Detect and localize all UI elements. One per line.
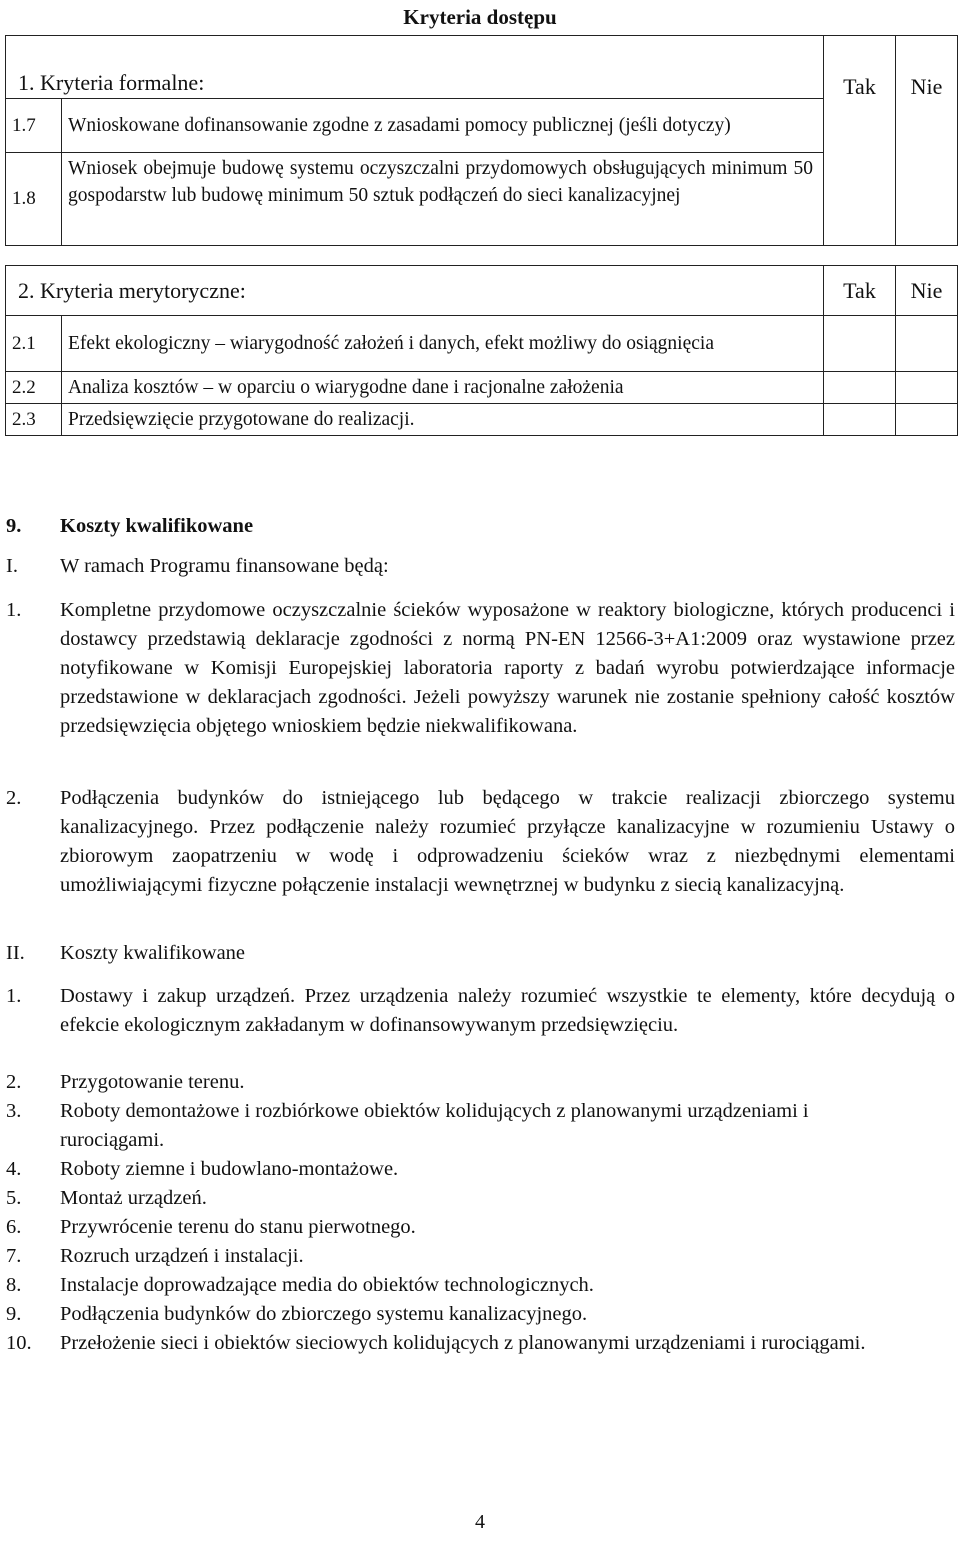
criterion-text: Analiza kosztów – w oparciu o wiarygodne dane i racjonalne założenia xyxy=(62,372,824,404)
formal-criteria-heading: 1. Kryteria formalne: xyxy=(6,36,824,99)
part-title: W ramach Programu finansowane będą: xyxy=(60,555,389,577)
part-title: Koszty kwalifikowane xyxy=(60,942,246,964)
list-item-text: Roboty demontażowe i rozbiórkowe obiektów kolidujących z planowanymi urządzeniami i rurociągami. xyxy=(60,1100,809,1151)
doc-title: Kryteria dostępu xyxy=(403,5,557,29)
criterion-number: 1.7 xyxy=(6,99,62,153)
criterion-number: 2.3 xyxy=(6,404,62,436)
list-item-number: 5. xyxy=(6,1187,22,1209)
criterion-number: 1.8 xyxy=(6,153,62,246)
list-item-number: 10. xyxy=(6,1332,32,1354)
list-item-text: Przywrócenie terenu do stanu pierwotnego. xyxy=(60,1216,416,1238)
list-item-number: 6. xyxy=(6,1216,22,1238)
list-item-number: 9. xyxy=(6,1303,22,1325)
list-item-number: 1. xyxy=(6,985,22,1007)
part-marker: I. xyxy=(6,555,18,577)
list-item-text: Rozruch urządzeń i instalacji. xyxy=(60,1245,304,1267)
formal-no-column-header: Nie xyxy=(896,36,958,246)
list-item-text: Kompletne przydomowe oczyszczalnie ścieków wyposażone w reaktory biologiczne, których producenci i dostawcy przedstawią deklaracje zgodności z normą PN-EN 12566-3+A1:2009 oraz wystawione przez notyfikowane w Komisji Europejskiej laboratoria raporty z badań wyrobu potwierdzające informacje przedstawione w deklaracjach zgodności. Jeżeli powyższy warunek nie zostanie spełniony całość kosztów przedsięwzięcia objętego wnioskiem będzie niekwalifikowana. xyxy=(60,599,955,737)
no-cell xyxy=(896,404,958,436)
list-item-number: 8. xyxy=(6,1274,22,1296)
part-marker: II. xyxy=(6,942,25,964)
list-item-number: 7. xyxy=(6,1245,22,1267)
list-item-number: 2. xyxy=(6,787,22,809)
list-item-text: Roboty ziemne i budowlano-montażowe. xyxy=(60,1158,399,1180)
page-number: 4 xyxy=(475,1511,485,1533)
merit-no-column-header: Nie xyxy=(896,266,958,316)
list-item-number: 2. xyxy=(6,1071,22,1093)
yes-cell xyxy=(824,372,896,404)
list-item-text: Montaż urządzeń. xyxy=(60,1187,207,1209)
yes-cell xyxy=(824,404,896,436)
merit-yes-column-header: Tak xyxy=(824,266,896,316)
list-item-text: Przełożenie sieci i obiektów sieciowych kolidujących z planowanymi urządzeniami i rurociągami. xyxy=(60,1332,866,1354)
yes-cell xyxy=(824,316,896,372)
merit-criteria-table xyxy=(5,265,958,436)
list-item-number: 4. xyxy=(6,1158,22,1180)
merit-criteria-heading: 2. Kryteria merytoryczne: xyxy=(6,266,824,316)
formal-criteria-table xyxy=(5,35,958,246)
section-number: 9. xyxy=(6,515,22,537)
criterion-number: 2.2 xyxy=(6,372,62,404)
list-item-text: Podłączenia budynków do istniejącego lub będącego w trakcie realizacji zbiorczego systemu kanalizacyjnego. Przez podłączenie należy rozumieć przyłącze kanalizacyjne w rozumieniu Ustawy o zbiorowym zaopatrzeniu w wodę i odprowadzeniu ścieków wraz z niezbędnymi elementami umożliwiającymi fizyczne połączenie instalacji wewnętrznej w budynku z siecią kanalizacyjną. xyxy=(60,787,955,896)
criterion-text: Efekt ekologiczny – wiarygodność założeń i danych, efekt możliwy do osiągnięcia xyxy=(62,316,824,372)
criterion-text: Wnioskowane dofinansowanie zgodne z zasadami pomocy publicznej (jeśli dotyczy) xyxy=(62,99,824,153)
criterion-text: Wniosek obejmuje budowę systemu oczyszczalni przydomowych obsługujących minimum 50 gospodarstw lub budowę minimum 50 sztuk podłączeń do sieci kanalizacyjnej xyxy=(62,153,824,246)
criterion-text: Przedsięwzięcie przygotowane do realizacji. xyxy=(62,404,824,436)
list-item-text: Dostawy i zakup urządzeń. Przez urządzenia należy rozumieć wszystkie te elementy, które decydują o efekcie ekologicznym zakładanym w dofinansowywanym przedsięwzięciu. xyxy=(60,985,955,1036)
list-item-text: Podłączenia budynków do zbiorczego systemu kanalizacyjnego. xyxy=(60,1303,588,1325)
list-item-number: 3. xyxy=(6,1100,22,1122)
section-title: Koszty kwalifikowane xyxy=(60,515,254,537)
criterion-number: 2.1 xyxy=(6,316,62,372)
formal-yes-column-header: Tak xyxy=(824,36,896,246)
no-cell xyxy=(896,316,958,372)
list-item-text: Przygotowanie terenu. xyxy=(60,1071,245,1093)
no-cell xyxy=(896,372,958,404)
list-item-text: Instalacje doprowadzające media do obiektów technologicznych. xyxy=(60,1274,594,1296)
list-item-number: 1. xyxy=(6,599,22,621)
